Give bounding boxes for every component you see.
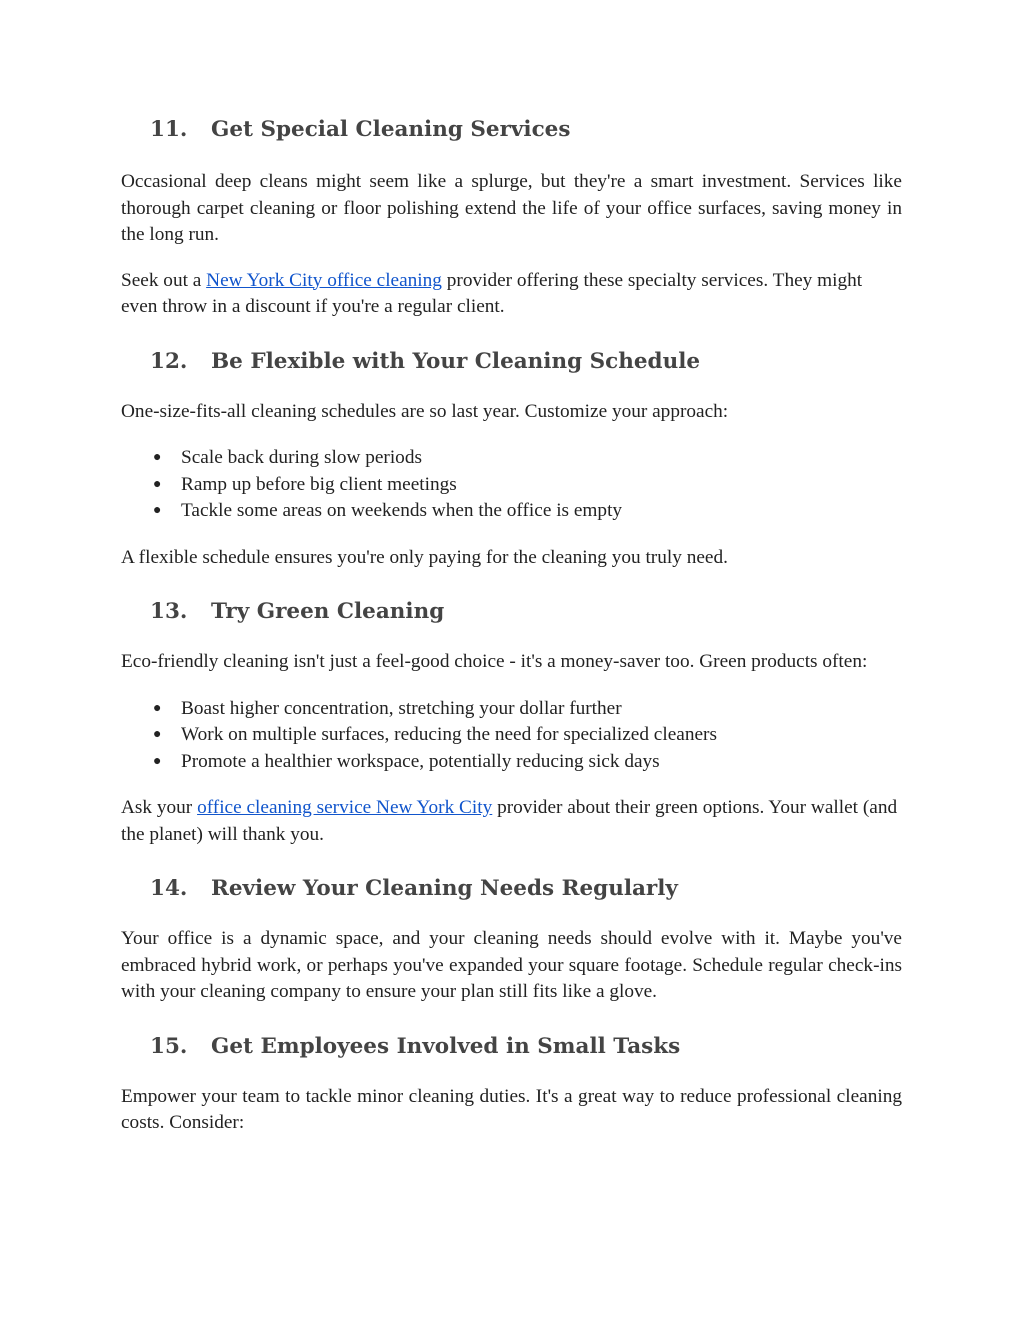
paragraph: Occasional deep cleans might seem like a splurge, but they're a smart investment. Services like thorough carpet cleaning or floor polishing extend the life of your office surfaces, saving money in the long run. <box>121 171 902 245</box>
text-span: provider about their green options. Your wallet (and the planet) will thank you. <box>121 797 898 845</box>
section-number: 15. <box>150 1033 188 1059</box>
section-heading-14 <box>121 876 902 910</box>
list-item-text: Boast higher concentration, stretching your dollar further <box>181 697 622 719</box>
bullet-icon: ● <box>153 727 162 742</box>
section-title: Get Special Cleaning Services <box>211 117 571 142</box>
paragraph-with-link <box>121 268 902 321</box>
paragraph: Empower your team to tackle minor cleaning duties. It's a great way to reduce professional cleaning costs. Consider: <box>121 1085 902 1133</box>
list-item-text: Work on multiple surfaces, reducing the need for specialized cleaners <box>181 724 717 745</box>
bullet-icon: ● <box>153 700 162 716</box>
list-item-text: Scale back during slow periods <box>181 447 422 468</box>
paragraph: Eco-friendly cleaning isn't just a feel-good choice - it's a money-saver too. Green products often: <box>121 651 868 672</box>
section-heading-12 <box>121 349 902 383</box>
list-item <box>121 445 902 472</box>
paragraph-with-link <box>121 795 902 848</box>
section-number: 13. <box>150 599 188 624</box>
bullet-list <box>121 445 902 525</box>
section-number: 12. <box>150 348 188 374</box>
bullet-list <box>121 696 902 776</box>
section-heading-11 <box>121 117 902 151</box>
bullet-icon: ● <box>153 476 162 492</box>
section-heading-15 <box>121 1034 902 1068</box>
section-number: 14. <box>150 876 188 901</box>
section-title: Get Employees Involved in Small Tasks <box>211 1033 681 1059</box>
list-item <box>121 749 902 776</box>
list-item-text: Promote a healthier workspace, potentially reducing sick days <box>181 750 660 772</box>
section-title: Try Green Cleaning <box>211 599 445 624</box>
bullet-icon: ● <box>153 450 162 465</box>
document-content <box>121 117 902 1137</box>
paragraph: A flexible schedule ensures you're only paying for the cleaning you truly need. <box>121 546 728 568</box>
new-york-city-office-cleaning-link[interactable]: New York City office cleaning <box>206 269 442 291</box>
section-title: Review Your Cleaning Needs Regularly <box>211 876 678 901</box>
office-cleaning-service-new-york-city-link[interactable]: office cleaning service New York City <box>197 797 493 818</box>
list-item-text: Ramp up before big client meetings <box>181 473 457 495</box>
text-span: provider offering these specialty services. They might even throw in a discount if you're a regular client. <box>121 269 863 317</box>
bullet-icon: ● <box>153 753 162 769</box>
text-span: Seek out a <box>121 269 207 291</box>
bullet-icon: ● <box>153 503 162 518</box>
list-item <box>121 472 902 499</box>
list-item <box>121 498 902 525</box>
list-item <box>121 722 902 749</box>
text-span: Ask your <box>121 797 198 818</box>
section-number: 11. <box>150 117 188 142</box>
list-item-text: Tackle some areas on weekends when the office is empty <box>181 500 623 521</box>
paragraph: One-size-fits-all cleaning schedules are so last year. Customize your approach: <box>121 400 729 422</box>
section-title: Be Flexible with Your Cleaning Schedule <box>211 348 701 374</box>
paragraph: Your office is a dynamic space, and your cleaning needs should evolve with it. Maybe you've embraced hybrid work, or perhaps you've expanded your square footage. Schedule regular check-ins with your cleaning company to ensure your plan still fits like a glove. <box>121 928 902 1002</box>
section-heading-13 <box>121 599 902 633</box>
list-item <box>121 696 902 723</box>
